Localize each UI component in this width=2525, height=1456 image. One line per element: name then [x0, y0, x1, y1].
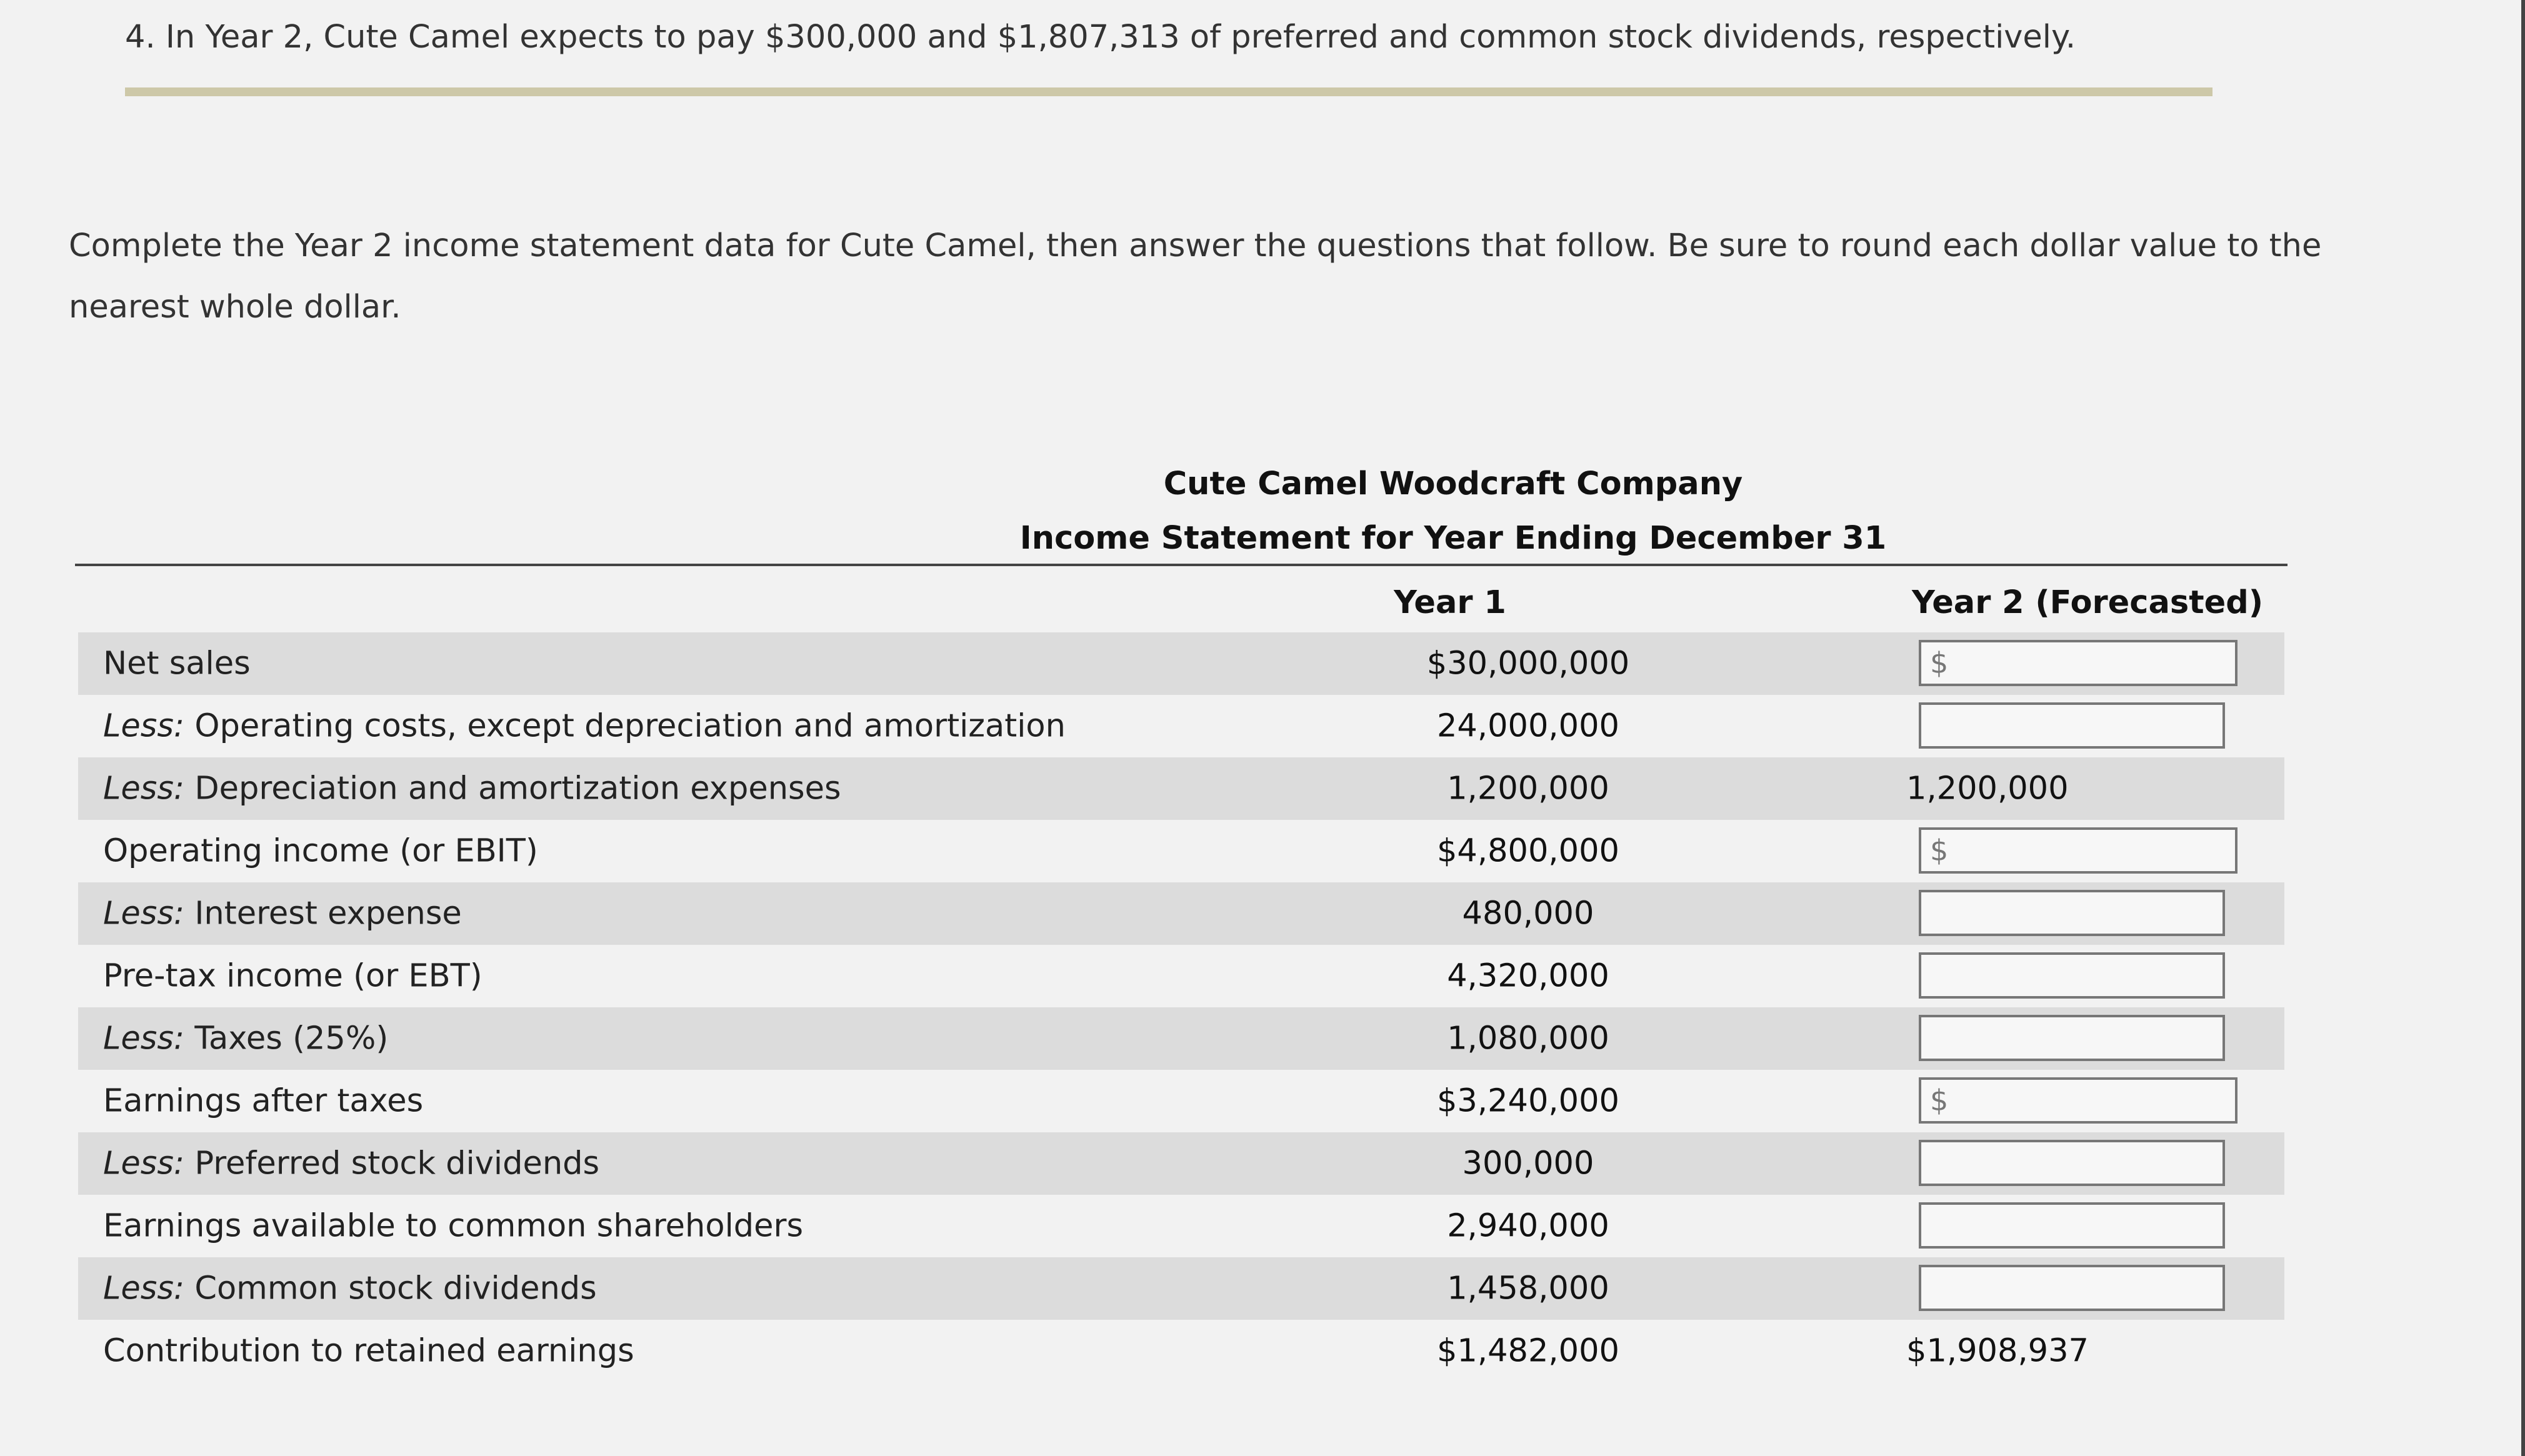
row-label: Less: Common stock dividends: [103, 1270, 597, 1307]
dollar-prefix: $: [1930, 646, 1949, 680]
instructions-text: Complete the Year 2 income statement data for Cute Camel, then answer the questions that follow. Be sure to round each dollar value to the nearest whole dollar.: [69, 227, 2322, 326]
column-header-year2: Year 2 (Forecasted): [1911, 584, 2264, 621]
table-row-preferred-dividends: [78, 1132, 2284, 1195]
row-label: Less: Interest expense: [103, 895, 462, 932]
net-sales-year2-input[interactable]: [1919, 640, 2238, 686]
year1-value: 1,200,000: [1447, 770, 1609, 807]
ebt-year2-input[interactable]: [1919, 952, 2225, 999]
dollar-prefix: $: [1930, 834, 1949, 867]
row-label: Less: Preferred stock dividends: [103, 1145, 600, 1182]
table-row-earnings-available-common: [78, 1195, 2284, 1257]
year1-value: $4,800,000: [1436, 832, 1619, 870]
preferred-dividends-year2-input[interactable]: [1919, 1140, 2225, 1186]
row-label: Less: Depreciation and amortization expenses: [103, 770, 841, 807]
row-label: Less: Taxes (25%): [103, 1020, 389, 1057]
row-label: Less: Operating costs, except depreciation and amortization: [103, 707, 1066, 745]
row-label: Net sales: [103, 645, 251, 682]
year1-value: 1,080,000: [1447, 1020, 1609, 1057]
table-row-interest-expense: [78, 882, 2284, 945]
table-row-ebit: [78, 820, 2284, 882]
table-row-earnings-after-taxes: [78, 1070, 2284, 1132]
table-row-common-dividends: [78, 1257, 2284, 1320]
table-row-ebt: [78, 945, 2284, 1007]
column-header-year1: Year 1: [1394, 584, 1506, 621]
common-dividends-year2-input[interactable]: [1919, 1265, 2225, 1311]
statement-company-title: Cute Camel Woodcraft Company: [1163, 466, 1743, 502]
year1-value: $1,482,000: [1436, 1332, 1619, 1370]
year1-value: 4,320,000: [1447, 957, 1609, 995]
question-text: 4. In Year 2, Cute Camel expects to pay $300,000 and $1,807,313 of preferred and common stock dividends, respectively.: [125, 19, 2076, 56]
year1-value: $3,240,000: [1436, 1082, 1619, 1120]
table-row-net-sales: [78, 632, 2284, 695]
year2-value: 1,200,000: [1906, 770, 2069, 807]
ebit-year2-input[interactable]: [1919, 827, 2238, 874]
year1-value: 480,000: [1462, 895, 1594, 932]
table-row-taxes: [78, 1007, 2284, 1070]
row-label: Operating income (or EBIT): [103, 832, 538, 870]
interest-expense-year2-input[interactable]: [1919, 890, 2225, 936]
table-row-retained-earnings: [78, 1320, 2284, 1382]
operating-costs-year2-input[interactable]: [1919, 702, 2225, 749]
question-divider: [125, 87, 2212, 96]
year1-value: 300,000: [1462, 1145, 1594, 1182]
year1-value: 1,458,000: [1447, 1270, 1609, 1307]
row-label: Pre-tax income (or EBT): [103, 957, 482, 995]
table-row-operating-costs: [78, 695, 2284, 757]
row-label: Earnings available to common shareholders: [103, 1207, 804, 1245]
year1-value: 2,940,000: [1447, 1207, 1609, 1245]
row-label: Earnings after taxes: [103, 1082, 424, 1120]
row-label: Contribution to retained earnings: [103, 1332, 634, 1370]
year1-value: $30,000,000: [1426, 645, 1630, 682]
window-edge: [2521, 0, 2525, 1456]
dollar-prefix: $: [1930, 1084, 1949, 1117]
year2-value: $1,908,937: [1906, 1332, 2089, 1370]
earnings-after-taxes-year2-input[interactable]: [1919, 1077, 2238, 1124]
statement-header-divider: [75, 564, 2288, 566]
taxes-year2-input[interactable]: [1919, 1015, 2225, 1061]
year1-value: 24,000,000: [1436, 707, 1619, 745]
table-row-depreciation: [78, 757, 2284, 820]
earnings-available-common-year2-input[interactable]: [1919, 1202, 2225, 1249]
statement-period-title: Income Statement for Year Ending December 31: [1019, 520, 1887, 557]
